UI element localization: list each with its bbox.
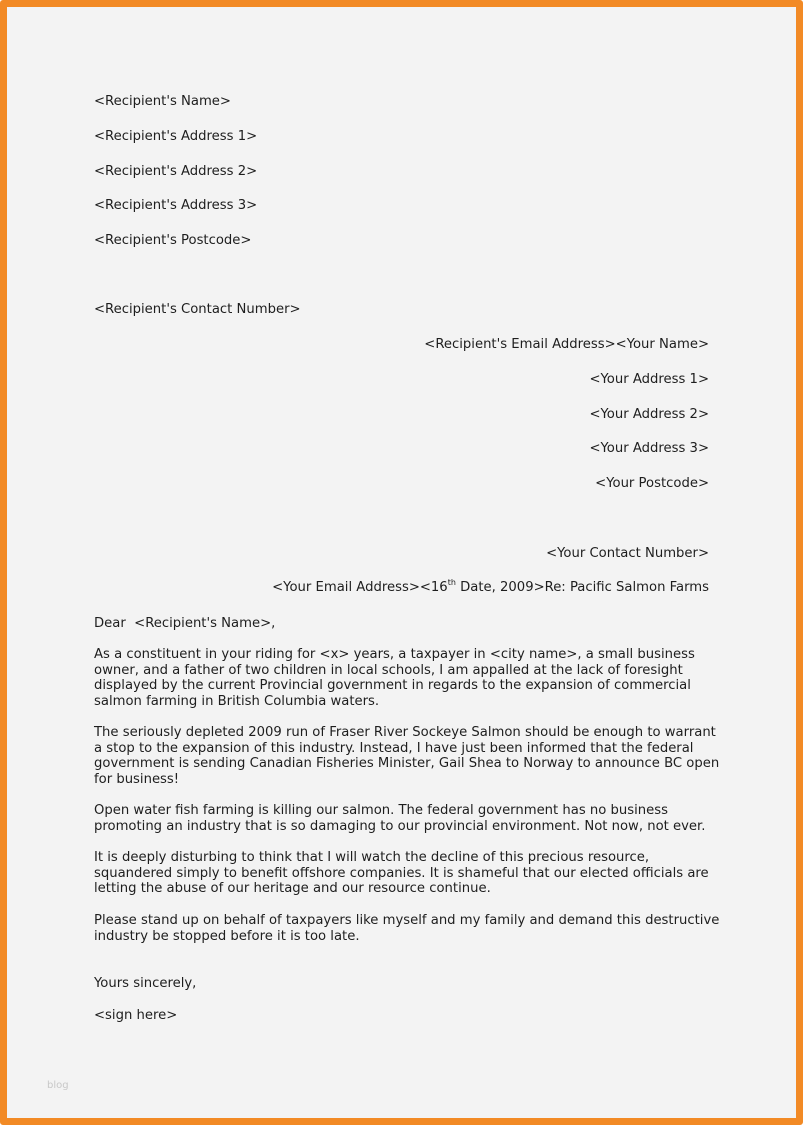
salutation: Dear <Recipient's Name>, bbox=[94, 616, 276, 631]
sender-contact-number: <Your Contact Number> bbox=[546, 546, 709, 561]
paragraph-line: displayed by the current Provincial government in regards to the expansion of commercial bbox=[94, 678, 691, 694]
sender-address-1: <Your Address 1> bbox=[589, 372, 709, 387]
paragraph-line: owner, and a father of two children in local schools, I am appalled at the lack of foresight bbox=[94, 662, 683, 678]
email-date-prefix: <Your Email Address><16 bbox=[272, 580, 448, 595]
sender-email-and-name: <Recipient's Email Address><Your Name> bbox=[424, 337, 709, 352]
paragraph-line: Open water fish farming is killing our salmon. The federal government has no business bbox=[94, 803, 669, 818]
recipient-address-2: <Recipient's Address 2> bbox=[94, 164, 258, 179]
body-paragraph-3 bbox=[94, 803, 734, 834]
date-subject-suffix: Date, 2009>Re: Pacific Salmon Farms bbox=[455, 580, 709, 595]
recipient-contact-number: <Recipient's Contact Number> bbox=[94, 302, 301, 317]
body-paragraph-5 bbox=[94, 913, 734, 944]
watermark: blog bbox=[47, 1080, 69, 1091]
paragraph-line: letting the abuse of our heritage and our resource continue. bbox=[94, 881, 491, 897]
recipient-postcode: <Recipient's Postcode> bbox=[94, 233, 252, 248]
recipient-address-3: <Recipient's Address 3> bbox=[94, 198, 258, 213]
recipient-address-1: <Recipient's Address 1> bbox=[94, 129, 258, 144]
paragraph-line: The seriously depleted 2009 run of Fraser River Sockeye Salmon should be enough to warrant bbox=[94, 725, 716, 740]
paragraph-line: industry be stopped before it is too late. bbox=[94, 928, 360, 944]
paragraph-line: government is sending Canadian Fisheries Minister, Gail Shea to Norway to announce BC open bbox=[94, 756, 720, 772]
sender-address-2: <Your Address 2> bbox=[589, 407, 709, 422]
paragraph-line: salmon farming in British Columbia waters. bbox=[94, 694, 380, 710]
body-paragraph-1 bbox=[94, 647, 734, 710]
sender-postcode: <Your Postcode> bbox=[595, 476, 709, 491]
paragraph-line: squandered simply to benefit offshore companies. It is shameful that our elected officials are bbox=[94, 865, 709, 881]
sender-address-3: <Your Address 3> bbox=[589, 441, 709, 456]
sender-email-date-subject bbox=[272, 580, 709, 596]
paragraph-line: a stop to the expansion of this industry. Instead, I have just been informed that the federal bbox=[94, 740, 694, 756]
signature-placeholder: <sign here> bbox=[94, 1008, 178, 1023]
date-superscript: th bbox=[447, 578, 456, 587]
body-paragraph-4 bbox=[94, 850, 734, 897]
closing: Yours sincerely, bbox=[94, 976, 197, 991]
paragraph-line: It is deeply disturbing to think that I will watch the decline of this precious resource, bbox=[94, 850, 650, 865]
paragraph-line: Please stand up on behalf of taxpayers like myself and my family and demand this destructive bbox=[94, 913, 720, 928]
paragraph-line: promoting an industry that is so damaging to our provincial environment. Not now, not ever. bbox=[94, 818, 706, 834]
paragraph-line: for business! bbox=[94, 772, 180, 788]
paragraph-line: As a constituent in your riding for <x> years, a taxpayer in <city name>, a small business bbox=[94, 647, 695, 662]
recipient-name: <Recipient's Name> bbox=[94, 94, 231, 109]
body-paragraph-2 bbox=[94, 725, 734, 788]
